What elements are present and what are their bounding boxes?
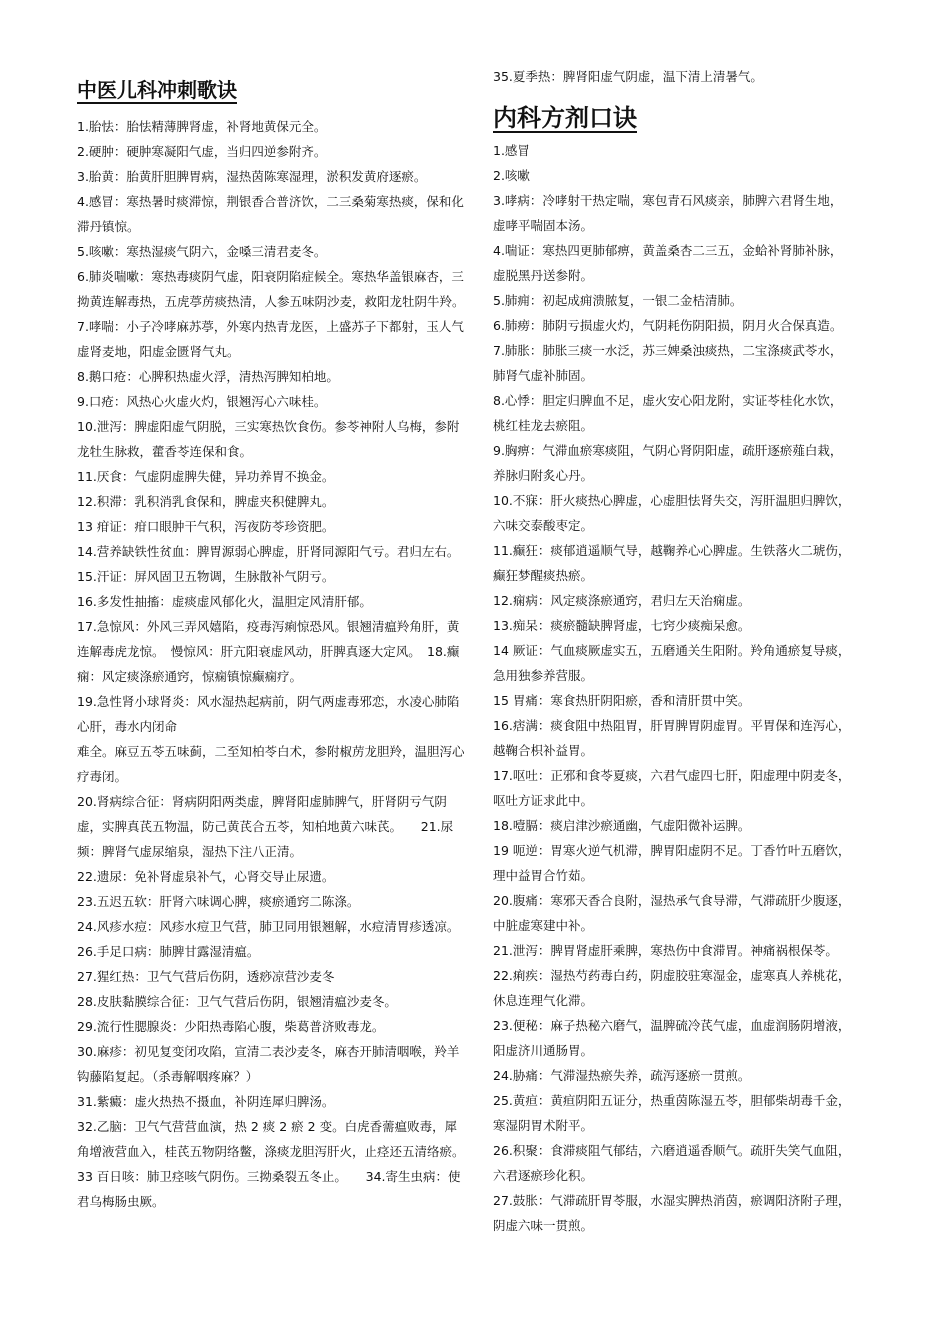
list-item: 10.泄泻：脾虚阳虚气阴脱，三实寒热饮食伤。参苓神附人乌梅，参附龙牡生脉救，藿香苓连保和食。	[77, 419, 460, 459]
list-item: 24.胁痛：气滞湿热瘀失养，疏泻逐瘀一贯煎。	[493, 1068, 751, 1083]
list-item: 22.遗尿：免补肾虚泉补气，心肾交导止尿遗。	[77, 869, 335, 884]
list-item: 5.咳嗽：寒热湿痰气阴六，金嗓三清君麦冬。	[77, 244, 327, 259]
list-item: 12.痫病：风定痰涤瘀通窍，君归左天治痫虚。	[493, 593, 751, 608]
list-item: 19.急性肾小球肾炎：风水湿热起病前，阴气两虚毒邪恋，水凌心肺陷心肝，毒水内闭命	[77, 694, 460, 734]
list-item: 6.肺炎喘嗽：寒热毒痰阴气虚，阳衰阴陷症候全。寒热华盖银麻杏，三拗黄连解毒热，五虎葶苈痰热清，人参五味阴沙麦，救阳龙牡阴牛羚。	[77, 269, 465, 309]
list-item: 31.紫癜：虚火热热不摄血，补阴连犀归脾汤。	[77, 1094, 335, 1109]
list-item: 7.哮喘：小子冷哮麻苏葶，外寒内热青龙医，上盛苏子下都射，玉人气虚肾麦地，阳虚金匮肾气丸。	[77, 319, 464, 359]
list-item: 2.咳嗽	[493, 168, 530, 183]
list-item: 9.胸痹：气滞血瘀寒痰阻，气阴心肾阴阳虚，疏肝逐瘀薤白栽，养脉归附炙心丹。	[493, 443, 843, 483]
list-item: 1.胎怯：胎怯精薄脾肾虚，补肾地黄保元全。	[77, 119, 327, 134]
list-item: 13 疳证：疳口眼肿干气积，泻夜防苓珍资肥。	[77, 519, 335, 534]
list-item: 28.皮肤黏膜综合征：卫气气营后伤阴，银翘清瘟沙麦冬。	[77, 994, 397, 1009]
list-item: 26.积聚：食滞痰阻气郁结，六磨逍遥香顺气。疏肝失笑气血阻，六君逐瘀珍化积。	[493, 1143, 851, 1183]
page-title-pediatrics: 中医儿科冲刺歌诀	[77, 78, 237, 102]
list-item: 29.流行性腮腺炎：少阳热毒陷心腹，柴葛普济败毒龙。	[77, 1019, 385, 1034]
list-item: 3.哮病：冷哮射干热定喘，寒包青石风痰亲，肺脾六君肾生地，虚哮平喘固本汤。	[493, 193, 843, 233]
internal-medicine-list	[493, 138, 857, 1238]
list-item: 30.麻疹：初见复变闭攻陷，宣清二表沙麦冬，麻杏开肺清咽喉，羚羊钩藤陷复起。（杀毒解咽疼麻？）	[77, 1044, 460, 1084]
list-item: 17.急惊风：外风三弄风嬉陷，疫毒泻痢惊恐风。银翘清瘟羚角肝，黄连解毒虎龙惊。 慢惊风：肝亢阳衰虚风动，肝脾真逐大定风。 18.癫痫：风定痰涤瘀通窍，惊痫镇惊癫痫疗。	[77, 619, 460, 684]
list-item: 15 胃痛：寒食热肝阴阳瘀，香和清肝贯中笑。	[493, 693, 751, 708]
list-item: 4.喘证：寒热四更肺郁痹，黄盖桑杏二三五，金蛤补肾肺补脉，虚脱黑丹送参附。	[493, 243, 843, 283]
list-item: 8.鹅口疮：心脾积热虚火浮，清热泻脾知柏地。	[77, 369, 339, 384]
continued-entry: 35.夏季热：脾肾阳虚气阴虚，温下清上清暑气。	[493, 69, 763, 84]
list-item: 27.鼓胀：气滞疏肝胃苓服，水湿实脾热消茵，瘀调阳济附子理，阴虚六味一贯煎。	[493, 1193, 851, 1233]
list-item: 5.肺痈：初起成痈溃脓复，一银二金桔清肺。	[493, 293, 743, 308]
page-title-internal-medicine: 内科方剂口诀	[493, 104, 637, 132]
list-item: 难全。麻豆五苓五味蓟，二至知柏苓白术，参附椒苈龙胆羚，温胆泻心疗毒闭。	[77, 744, 465, 784]
list-item: 3.胎黄：胎黄肝胆脾胃病，湿热茵陈寒湿理，淤积发黄府逐瘀。	[77, 169, 427, 184]
list-item: 19 呃逆：胃寒火逆气机滞，脾胃阳虚阴不足。丁香竹叶五磨饮，理中益胃合竹茹。	[493, 843, 851, 883]
list-item: 16.痞满：痰食阻中热阻胃，肝胃脾胃阴虚胃。平胃保和连泻心，越鞠合枳补益胃。	[493, 718, 851, 758]
list-item: 17.呕吐：正邪和食苓夏痰，六君气虚四七肝，阳虚理中阴麦冬，呕吐方证求此中。	[493, 768, 851, 808]
list-item: 32.乙脑：卫气气营营血演，热 2 痰 2 瘀 2 变。白虎香薷瘟败毒，犀角增液营血入，桂芪五物阴络鳖，涤痰龙胆泻肝火，止痉还五清络瘀。 33 百日咳：肺卫痉咳气阴伤。三拗桑裂五冬止。 34.寄生虫病：使君乌梅肠虫厥。	[77, 1119, 484, 1209]
list-item: 7.肺胀：肺胀三痰一水泛，苏三婢桑浊痰热，二宝涤痰武苓水，肺肾气虚补肺固。	[493, 343, 843, 383]
pediatrics-list	[77, 114, 484, 1214]
list-item: 14 厥证：气血痰厥虚实五，五磨通关生阳附。羚角通瘀复导痰，急用独参养营服。	[493, 643, 851, 683]
list-item: 6.肺痨：肺阴亏损虚火灼，气阴耗伤阴阳损，阴月火合保真造。	[493, 318, 843, 333]
list-item: 24.风疹水痘：风疹水痘卫气营，肺卫同用银翘解，水痘清胃疹透凉。 26.手足口病：肺脾甘露湿清瘟。	[77, 919, 479, 959]
list-item: 14.营养缺铁性贫血：脾胃源弱心脾虚，肝肾同源阳气亏。君归左右。 15.汗证：屏风固卫五物调，生脉散补气阴亏。	[77, 544, 479, 584]
list-item: 18.噎膈：痰启津沙瘀通幽，气虚阳微补运脾。	[493, 818, 751, 833]
list-item: 20.腹痛：寒邪天香合良附，湿热承气食导滞，气滞疏肝少腹逐，中脏虚寒建中补。	[493, 893, 851, 933]
list-item: 16.多发性抽搐：虚痰虚风郁化火，温胆定风清肝郁。	[77, 594, 372, 609]
list-item: 21.泄泻：脾胃肾虚肝乘脾，寒热伤中食滞胃。神痛祸根保苓。 22.痢疾：湿热芍药毒白药，阴虚胶驻寒湿金，虚寒真人养桃花，休息连理气化滞。	[493, 943, 857, 1008]
list-item: 23.五迟五软：肝肾六味调心脾，痰瘀通窍二陈涤。	[77, 894, 360, 909]
list-item: 12.积滞：乳积消乳食保和，脾虚夹积健脾丸。	[77, 494, 335, 509]
list-item: 2.硬肿：硬肿寒凝阳气虚，当归四逆参附齐。	[77, 144, 327, 159]
list-item: 20.肾病综合征：肾病阴阳两类虚，脾肾阳虚肺脾气，肝肾阴亏气阴虚，实脾真芪五物温，防己黄芪合五苓，知柏地黄六味芪。 21.尿频：脾肾气虚尿缩泉，湿热下注八正清。	[77, 794, 454, 859]
list-item: 25.黄疸：黄疸阴阳五证分，热重茵陈湿五苓，胆郁柴胡毒千金，寒湿阴胃术附平。	[493, 1093, 851, 1133]
list-item: 13.痴呆：痰瘀髓缺脾肾虚，七窍少痰痴呆愈。	[493, 618, 751, 633]
list-item: 27.猩红热：卫气气营后伤阴，透痧凉营沙麦冬	[77, 969, 335, 984]
list-item: 1.感冒	[493, 143, 530, 158]
list-item: 11.癫狂：痰郁逍遥顺气导，越鞠养心心脾虚。生铁落火二琥伤，癫狂梦醒痰热瘀。	[493, 543, 851, 583]
list-item: 9.口疮：风热心火虚火灼，银翘泻心六味桂。	[77, 394, 327, 409]
list-item: 10.不寐：肝火痰热心脾虚，心虚胆怯肾失交，泻肝温胆归脾饮，六味交泰酸枣定。	[493, 493, 851, 533]
list-item: 8.心悸：胆定归脾血不足，虚火安心阳龙附，实证苓桂化水饮，桃红桂龙去瘀阻。	[493, 393, 843, 433]
list-item: 11.厌食：气虚阴虚脾失健，异功养胃不换金。	[77, 469, 335, 484]
list-item: 23.便秘：麻子热秘六磨气，温脾硫冷芪气虚，血虚润肠阴增液，阳虚济川通肠胃。	[493, 1018, 851, 1058]
list-item: 4.感冒：寒热暑时痰滞惊，荆银香合普济饮，二三桑菊寒热痰，保和化滞丹镇惊。	[77, 194, 464, 234]
